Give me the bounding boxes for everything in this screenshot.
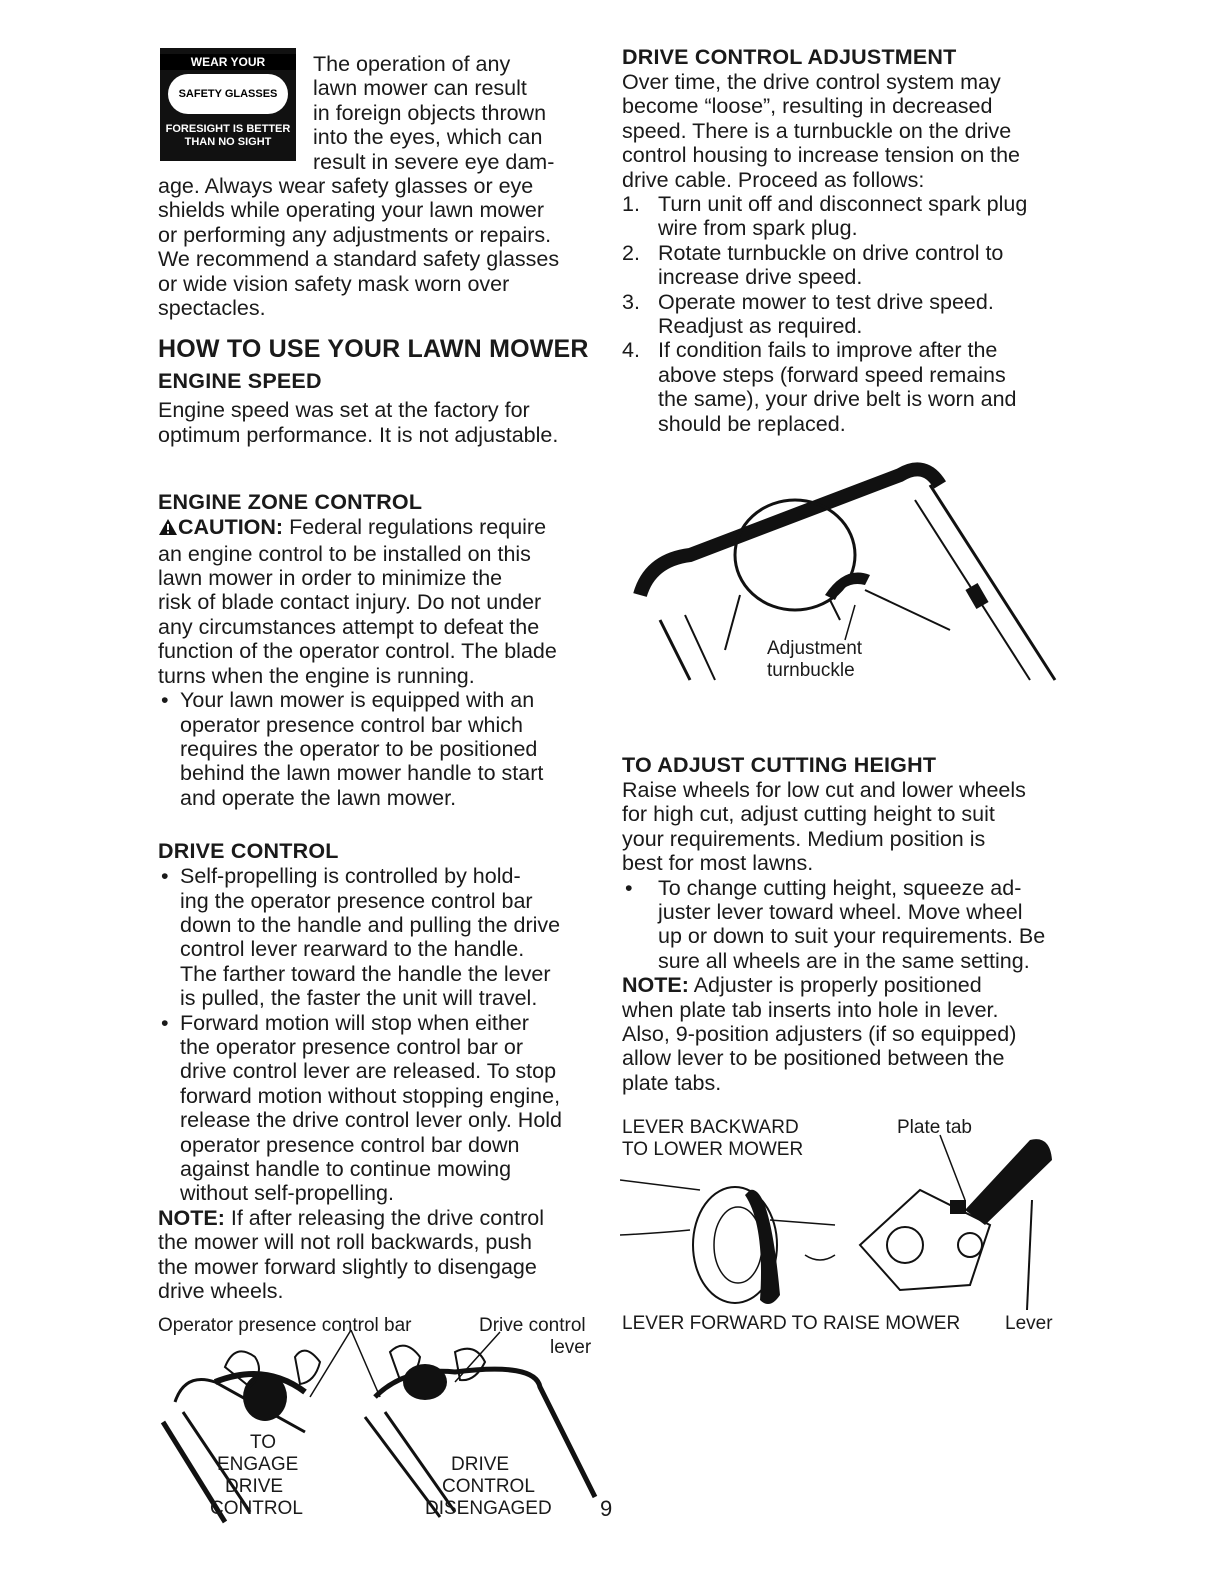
- intro-line: spectacles.: [158, 296, 266, 321]
- bullet-line: down to the handle and pulling the drive: [180, 912, 561, 937]
- engine-zone-line: an engine control to be installed on this: [158, 541, 531, 566]
- step-line: above steps (forward speed remains: [658, 362, 1006, 387]
- bullet-line: behind the lawn mower handle to start: [180, 761, 544, 786]
- bullet-line: requires the operator to be positioned: [180, 736, 538, 761]
- right-column-top: [622, 44, 1062, 436]
- right-column-bottom: [622, 752, 1062, 1095]
- intro-line: shields while operating your lawn mower: [158, 198, 544, 223]
- bullet-line: against handle to continue mowing: [180, 1157, 512, 1181]
- label-operator-presence-bar: Operator presence control bar: [158, 1315, 412, 1336]
- note-label: NOTE:: [622, 973, 689, 998]
- step-item: [622, 338, 1062, 436]
- intro-line: or wide vision safety mask worn over: [158, 271, 510, 296]
- note-text: Adjuster is properly positioned: [693, 973, 982, 998]
- caution-label: CAUTION:: [178, 515, 284, 540]
- drive-control-bullet-2: [158, 1011, 608, 1206]
- bullet-line: and operate the lawn mower.: [180, 785, 457, 810]
- cutting-line: your requirements. Medium position is: [622, 826, 986, 851]
- label-disengaged: DISENGAGED: [425, 1498, 552, 1519]
- bullet-line: is pulled, the faster the unit will travel.: [180, 986, 538, 1011]
- intro-line: The operation of any: [313, 52, 511, 76]
- step-number: 4.: [622, 338, 640, 363]
- cutting-line: for high cut, adjust cutting height to suit: [622, 802, 995, 827]
- cutting-line: Raise wheels for low cut and lower wheels: [622, 778, 1026, 802]
- step-line: Turn unit off and disconnect spark plug: [658, 192, 1028, 217]
- engine-zone-line: lawn mower in order to minimize the: [158, 566, 503, 591]
- bullet-dot: •: [161, 688, 169, 713]
- drive-adjust-line: become “loose”, resulting in decreased: [622, 94, 993, 119]
- caution-text: Federal regulations require: [289, 515, 547, 540]
- bullet-line: operator presence control bar which: [180, 712, 523, 737]
- bullet-line: Your lawn mower is equipped with an: [180, 688, 535, 713]
- note-text: If after releasing the drive control: [230, 1205, 544, 1230]
- bullet-dot: •: [161, 864, 169, 889]
- engine-zone-bullet: [158, 688, 608, 810]
- bullet-line: The farther toward the handle the lever: [180, 961, 551, 986]
- bullet-line: drive control lever are released. To stop: [180, 1059, 557, 1084]
- cutting-note-line: when plate tab inserts into hole in lever.: [622, 997, 999, 1022]
- cutting-note-line: [622, 973, 1062, 997]
- label-lever: lever: [550, 1337, 592, 1358]
- label-adjustment: Adjustment: [767, 638, 863, 659]
- step-number: 2.: [622, 240, 640, 265]
- label-turnbuckle: turnbuckle: [767, 660, 855, 681]
- cutting-note-line: Also, 9-position adjusters (if so equipped): [622, 1022, 1017, 1047]
- section-heading-how-to-use: HOW TO USE YOUR LAWN MOWER: [158, 335, 589, 364]
- badge-line-4: THAN NO SIGHT: [184, 136, 272, 148]
- step-line: Rotate turnbuckle on drive control to: [658, 240, 1004, 265]
- page-number: 9: [600, 1496, 613, 1521]
- label-lever: Lever: [1005, 1313, 1053, 1334]
- label-lever-forward: LEVER FORWARD TO RAISE MOWER: [622, 1313, 961, 1334]
- drive-note-line: the mower will not roll backwards, push: [158, 1230, 533, 1255]
- engine-speed-line: optimum performance. It is not adjustable.: [158, 422, 559, 447]
- step-item: [622, 290, 1062, 339]
- step-line: wire from spark plug.: [658, 216, 858, 241]
- label-control-right: CONTROL: [442, 1476, 535, 1497]
- step-number: 3.: [622, 289, 640, 314]
- step-line: the same), your drive belt is worn and: [658, 387, 1017, 412]
- label-engage: ENGAGE: [217, 1454, 299, 1475]
- bullet-line: control lever rearward to the handle.: [180, 937, 525, 962]
- intro-line: age. Always wear safety glasses or eye: [158, 174, 534, 198]
- left-column: [158, 174, 608, 1303]
- bullet-line: sure all wheels are in the same setting.: [658, 948, 1030, 973]
- drive-control-figure: [155, 1312, 600, 1532]
- safety-glasses-badge: [160, 48, 296, 161]
- engine-zone-line: risk of blade contact injury. Do not under: [158, 590, 542, 615]
- label-lever-backward: LEVER BACKWARD: [622, 1117, 799, 1138]
- cutting-bullet: [622, 876, 1062, 974]
- drive-adjust-line: Over time, the drive control system may: [622, 70, 1001, 94]
- bullet-line: up or down to suit your requirements. Be: [658, 924, 1046, 949]
- engine-zone-line: turns when the engine is running.: [158, 663, 475, 688]
- drive-note-line: drive wheels.: [158, 1279, 284, 1304]
- intro-wrap-text: [313, 52, 603, 174]
- intro-line: in foreign objects thrown: [313, 100, 547, 125]
- engine-zone-line: any circumstances attempt to defeat the: [158, 614, 540, 639]
- label-drive: DRIVE: [225, 1476, 284, 1497]
- bullet-line: Forward motion will stop when either: [180, 1010, 529, 1035]
- bullet-line: forward motion without stopping engine,: [180, 1083, 561, 1108]
- caution-triangle-icon: [158, 517, 178, 541]
- subheading-engine-zone-control: ENGINE ZONE CONTROL: [158, 490, 423, 515]
- label-to: TO: [250, 1432, 277, 1453]
- bullet-line: Self-propelling is controlled by hold-: [180, 864, 521, 889]
- label-to-lower-mower: TO LOWER MOWER: [622, 1139, 804, 1160]
- engine-zone-line: function of the operator control. The blade: [158, 639, 557, 664]
- intro-line: or performing any adjustments or repairs.: [158, 222, 552, 247]
- cutting-note-line: allow lever to be positioned between the: [622, 1046, 1005, 1071]
- cutting-line: best for most lawns.: [622, 851, 814, 876]
- bullet-line: operator presence control bar down: [180, 1132, 520, 1157]
- step-line: If condition fails to improve after the: [658, 338, 998, 363]
- drive-adjust-line: control housing to increase tension on the: [622, 143, 1021, 168]
- subheading-drive-control: DRIVE CONTROL: [158, 839, 339, 864]
- badge-line-1: WEAR YOUR: [160, 54, 296, 70]
- drive-note-line: the mower forward slightly to disengage: [158, 1254, 537, 1279]
- subheading-drive-control-adjustment: DRIVE CONTROL ADJUSTMENT: [622, 45, 957, 69]
- label-drive-right: DRIVE: [451, 1454, 510, 1475]
- drive-adjust-line: speed. There is a turnbuckle on the drive: [622, 118, 1012, 143]
- bullet-dot: •: [161, 1010, 169, 1035]
- label-control: CONTROL: [210, 1498, 303, 1519]
- bullet-line: release the drive control lever only. Hold: [180, 1108, 563, 1133]
- step-line: Operate mower to test drive speed.: [658, 289, 994, 314]
- step-line: increase drive speed.: [658, 265, 863, 290]
- caution-line: [158, 515, 608, 541]
- intro-line: result in severe eye dam-: [313, 149, 555, 174]
- step-item: [622, 241, 1062, 290]
- bullet-dot: •: [625, 875, 633, 900]
- bullet-line: juster lever toward wheel. Move wheel: [658, 900, 1023, 925]
- badge-line-3: FORESIGHT IS BETTER: [165, 123, 291, 135]
- bullet-line: without self-propelling.: [180, 1181, 394, 1206]
- bullet-line: ing the operator presence control bar: [180, 888, 533, 913]
- intro-line: lawn mower can result: [313, 76, 527, 101]
- drive-note-line: [158, 1206, 608, 1230]
- drive-adjust-line: drive cable. Proceed as follows:: [622, 167, 925, 192]
- turnbuckle-figure: [630, 445, 1060, 690]
- cutting-note-line: plate tabs.: [622, 1070, 722, 1095]
- drive-control-bullet-1: [158, 864, 608, 1010]
- engine-speed-line: Engine speed was set at the factory for: [158, 398, 530, 423]
- intro-line: into the eyes, which can: [313, 125, 543, 150]
- subheading-engine-speed: ENGINE SPEED: [158, 369, 322, 394]
- step-number: 1.: [622, 192, 640, 217]
- badge-line-3-4: [160, 123, 296, 149]
- step-item: [622, 192, 1062, 241]
- note-label: NOTE:: [158, 1205, 225, 1230]
- bullet-line: To change cutting height, squeeze ad-: [658, 875, 1022, 900]
- step-line: should be replaced.: [658, 411, 846, 436]
- label-plate-tab: Plate tab: [897, 1117, 972, 1138]
- label-drive-control: Drive control: [479, 1315, 586, 1336]
- intro-line: We recommend a standard safety glasses: [158, 247, 560, 272]
- badge-line-2: SAFETY GLASSES: [168, 74, 288, 114]
- cutting-height-figure: [620, 1115, 1060, 1340]
- subheading-adjust-cutting-height: TO ADJUST CUTTING HEIGHT: [622, 753, 937, 777]
- step-line: Readjust as required.: [658, 314, 863, 339]
- bullet-line: the operator presence control bar or: [180, 1034, 524, 1059]
